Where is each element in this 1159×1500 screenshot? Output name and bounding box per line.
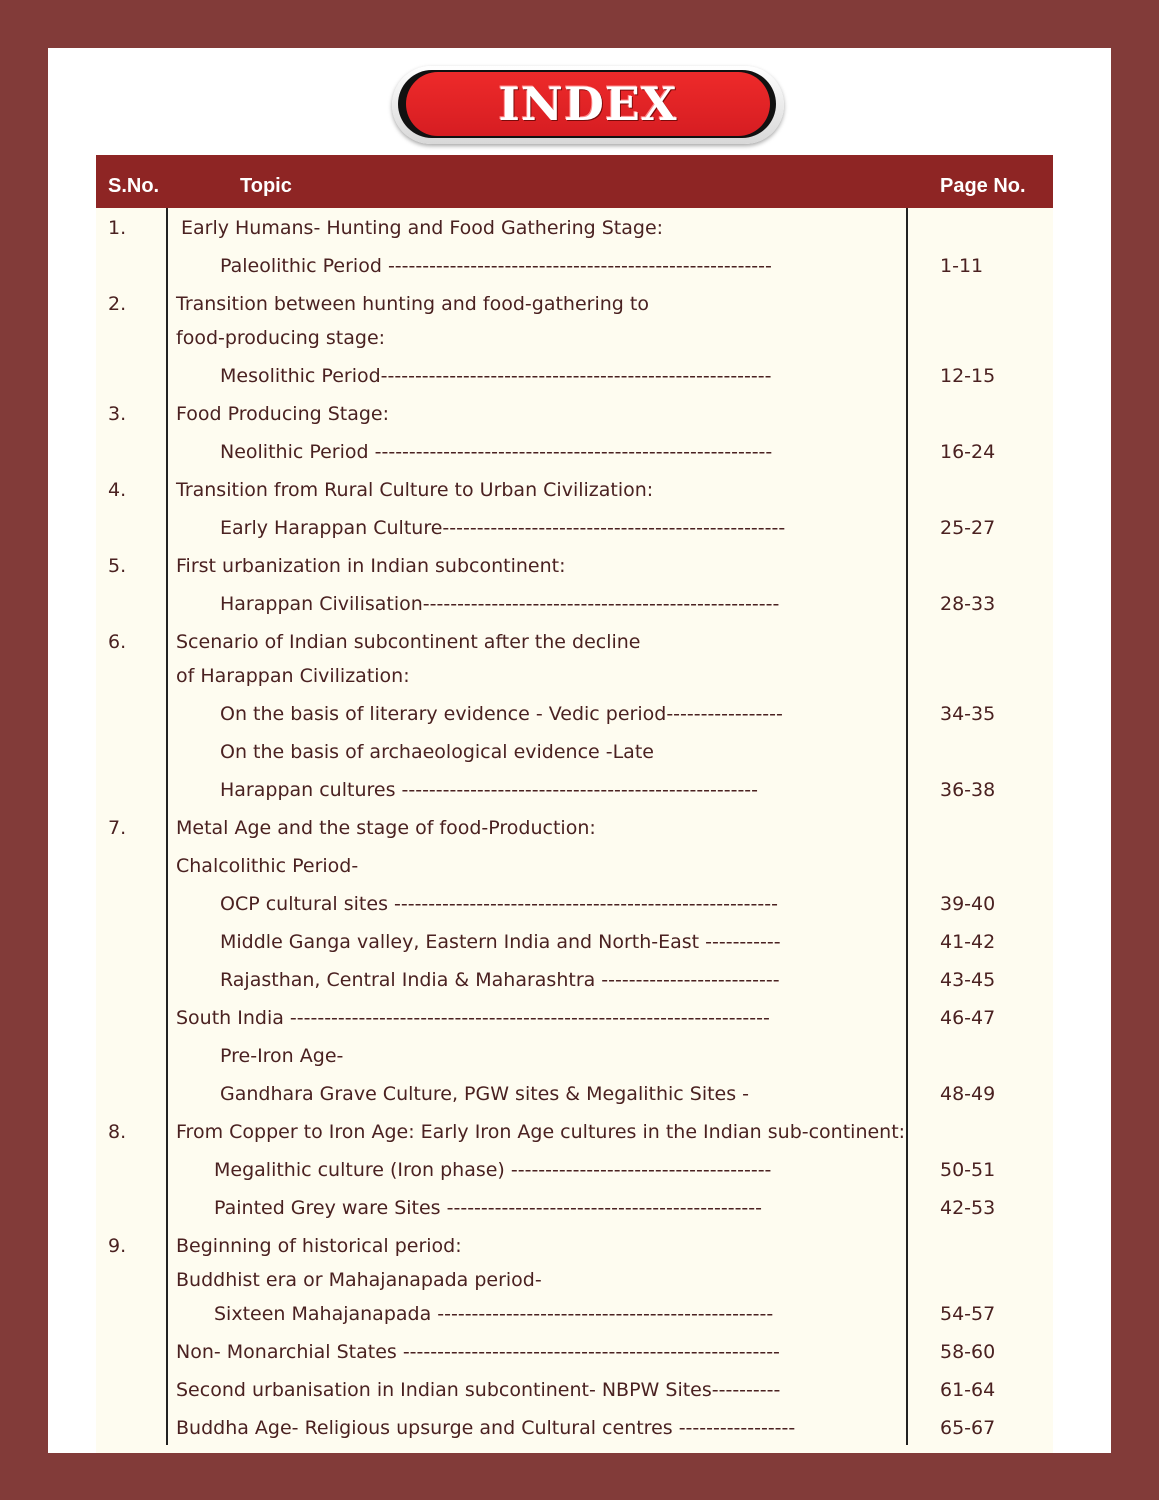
row-topic: Buddhist era or Mahajanapada period- <box>176 1269 542 1291</box>
row-page-number: 41-42 <box>940 931 996 953</box>
row-topic: Metal Age and the stage of food-Production: <box>176 817 596 839</box>
table-row <box>96 775 1053 805</box>
row-topic: Early Harappan Culture-------------------------------------------------- <box>220 517 786 539</box>
table-row <box>96 1265 1053 1295</box>
row-topic: of Harappan Civilization: <box>176 665 410 687</box>
table-row <box>96 513 1053 543</box>
table-row <box>96 1003 1053 1033</box>
table-row <box>96 289 1053 319</box>
table-row <box>96 1299 1053 1329</box>
index-table <box>96 155 1053 1453</box>
table-row <box>96 737 1053 767</box>
row-topic: From Copper to Iron Age: Early Iron Age cultures in the Indian sub-continent: <box>176 1121 906 1143</box>
row-sno: 1. <box>108 217 127 239</box>
row-sno: 5. <box>108 555 127 577</box>
table-row <box>96 551 1053 581</box>
row-topic: OCP cultural sites -------------------------------------------------------- <box>220 893 778 915</box>
row-sno: 2. <box>108 293 127 315</box>
table-row <box>96 589 1053 619</box>
row-topic: Rajasthan, Central India & Maharashtra -------------------------- <box>220 969 780 991</box>
row-page-number: 61-64 <box>940 1379 996 1401</box>
table-row <box>96 851 1053 881</box>
table-row <box>96 475 1053 505</box>
table-row <box>96 437 1053 467</box>
row-topic: Non- Monarchial States ------------------------------------------------------- <box>176 1341 780 1363</box>
row-topic: Early Humans- Hunting and Food Gathering Stage: <box>181 217 664 239</box>
row-topic: Pre-Iron Age- <box>220 1045 344 1067</box>
row-topic: South India ---------------------------------------------------------------------- <box>176 1007 770 1029</box>
row-topic: On the basis of literary evidence - Vedic period----------------- <box>220 703 783 725</box>
row-page-number: 16-24 <box>940 441 996 463</box>
row-topic: Second urbanisation in Indian subcontinent- NBPW Sites---------- <box>176 1379 781 1401</box>
row-topic: Transition between hunting and food-gathering to <box>176 293 649 315</box>
table-header <box>96 155 1053 208</box>
row-topic: Middle Ganga valley, Eastern India and North-East ----------- <box>220 931 781 953</box>
row-sno: 8. <box>108 1121 127 1143</box>
header-topic: Topic <box>240 175 292 197</box>
row-topic: Harappan cultures ---------------------------------------------------- <box>220 779 759 801</box>
row-topic: Buddha Age- Religious upsurge and Cultural centres ----------------- <box>176 1417 796 1439</box>
row-page-number: 43-45 <box>940 969 996 991</box>
table-row <box>96 1117 1053 1147</box>
table-row <box>96 699 1053 729</box>
row-page-number: 65-67 <box>940 1417 996 1439</box>
header-sno: S.No. <box>108 175 160 197</box>
row-page-number: 58-60 <box>940 1341 996 1363</box>
row-page-number: 42-53 <box>940 1197 996 1219</box>
table-row <box>96 251 1053 281</box>
table-row <box>96 627 1053 657</box>
table-row <box>96 1231 1053 1261</box>
row-page-number: 36-38 <box>940 779 996 801</box>
row-topic: Chalcolithic Period- <box>176 855 359 877</box>
table-row <box>96 1193 1053 1223</box>
row-page-number: 12-15 <box>940 365 996 387</box>
row-topic: Transition from Rural Culture to Urban Civilization: <box>176 479 654 501</box>
row-page-number: 48-49 <box>940 1083 996 1105</box>
page <box>48 48 1111 1453</box>
table-row <box>96 927 1053 957</box>
index-title-banner <box>392 66 784 144</box>
row-topic: Megalithic culture (Iron phase) -------------------------------------- <box>214 1159 772 1181</box>
header-page: Page No. <box>940 175 1026 197</box>
table-row <box>96 323 1053 353</box>
row-topic: food-producing stage: <box>176 327 386 349</box>
row-page-number: 50-51 <box>940 1159 996 1181</box>
row-page-number: 34-35 <box>940 703 996 725</box>
table-row <box>96 1155 1053 1185</box>
table-row <box>96 965 1053 995</box>
row-topic: Scenario of Indian subcontinent after the decline <box>176 631 641 653</box>
row-page-number: 39-40 <box>940 893 996 915</box>
page-title: INDEX <box>498 77 678 131</box>
row-topic: Mesolithic Period--------------------------------------------------------- <box>220 365 772 387</box>
table-row <box>96 1041 1053 1071</box>
row-sno: 6. <box>108 631 127 653</box>
table-row <box>96 889 1053 919</box>
row-topic: Beginning of historical period: <box>176 1235 462 1257</box>
title-banner-fill <box>406 72 770 136</box>
row-sno: 9. <box>108 1235 127 1257</box>
row-sno: 4. <box>108 479 127 501</box>
row-page-number: 25-27 <box>940 517 996 539</box>
row-topic: First urbanization in Indian subcontinent: <box>176 555 566 577</box>
row-topic: Gandhara Grave Culture, PGW sites & Megalithic Sites - <box>220 1083 750 1105</box>
table-row <box>96 1337 1053 1367</box>
row-topic: Harappan Civilisation---------------------------------------------------- <box>220 593 780 615</box>
table-row <box>96 1413 1053 1443</box>
row-page-number: 54-57 <box>940 1303 996 1325</box>
table-row <box>96 361 1053 391</box>
row-topic: Sixteen Mahajanapada ------------------------------------------------- <box>214 1303 774 1325</box>
row-topic: Neolithic Period ---------------------------------------------------------- <box>220 441 773 463</box>
row-topic: On the basis of archaeological evidence -Late <box>220 741 654 763</box>
row-topic: Paleolithic Period -------------------------------------------------------- <box>220 255 772 277</box>
table-row <box>96 213 1053 243</box>
table-row <box>96 661 1053 691</box>
row-topic: Painted Grey ware Sites ---------------------------------------------- <box>214 1197 762 1219</box>
row-sno: 7. <box>108 817 127 839</box>
row-page-number: 1-11 <box>940 255 984 277</box>
table-row <box>96 1375 1053 1405</box>
row-sno: 3. <box>108 403 127 425</box>
table-row <box>96 1079 1053 1109</box>
table-row <box>96 399 1053 429</box>
row-page-number: 46-47 <box>940 1007 996 1029</box>
row-topic: Food Producing Stage: <box>176 403 390 425</box>
table-row <box>96 813 1053 843</box>
row-page-number: 28-33 <box>940 593 996 615</box>
